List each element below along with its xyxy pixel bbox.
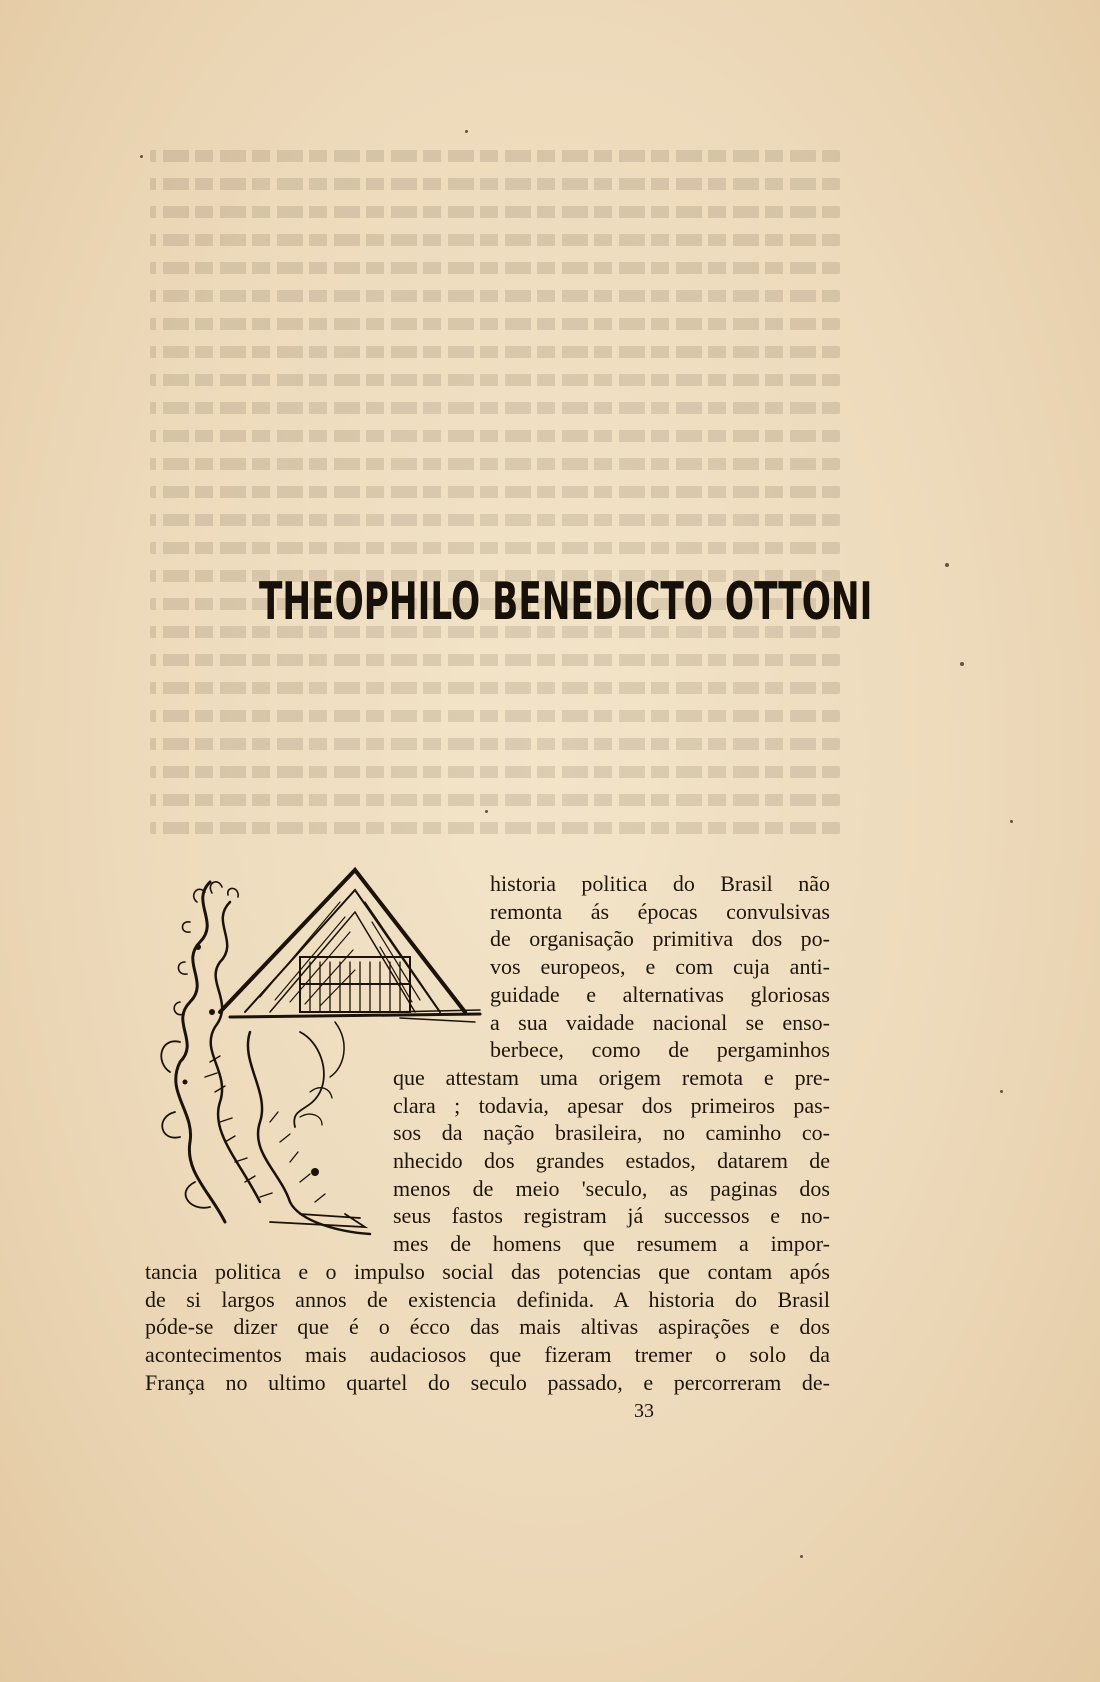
text-line: vos europeos, e com cuja anti- bbox=[490, 954, 830, 980]
text-line: mes de homens que resumem a impor- bbox=[393, 1231, 830, 1257]
text-line: historia politica do Brasil não bbox=[490, 871, 830, 896]
article-title: THEOPHILO BENEDICTO OTTONI bbox=[259, 572, 873, 632]
text-line: menos de meio 'seculo, as paginas dos bbox=[393, 1175, 830, 1201]
text-line: seus fastos registram já successos e no- bbox=[393, 1203, 830, 1229]
text-line: França no ultimo quartel do seculo passado, e percorreram de- bbox=[145, 1369, 830, 1395]
text-line: remonta ás épocas convulsivas bbox=[490, 898, 830, 924]
text-line: de si largos annos de existencia definida. A historia do Brasil bbox=[145, 1286, 830, 1312]
paper-speck bbox=[800, 1555, 803, 1558]
paper-speck bbox=[485, 810, 488, 813]
text-line: póde-se dizer que é o écco das mais altivas aspirações e dos bbox=[145, 1314, 830, 1340]
text-line: a sua vaidade nacional se enso- bbox=[490, 1009, 830, 1035]
text-line: tancia politica e o impulso social das potencias que contam após bbox=[145, 1258, 830, 1284]
text-line: acontecimentos mais audaciosos que fizeram tremer o solo da bbox=[145, 1341, 830, 1367]
article-body bbox=[145, 870, 830, 1430]
page-number: 33 bbox=[634, 1400, 654, 1422]
text-line: que attestam uma origem remota e pre- bbox=[393, 1064, 830, 1090]
bleed-through-texture bbox=[150, 150, 873, 870]
text-line: nhecido dos grandes estados, datarem de bbox=[393, 1148, 830, 1173]
text-line: clara ; todavia, apesar dos primeiros pas- bbox=[393, 1092, 830, 1118]
text-line: berbece, como de pergaminhos bbox=[490, 1037, 830, 1063]
paper-speck bbox=[465, 130, 468, 133]
text-line: de organisação primitiva dos po- bbox=[490, 926, 830, 952]
paper-speck bbox=[1000, 1090, 1003, 1093]
text-line: guidade e alternativas gloriosas bbox=[490, 981, 830, 1007]
text-line: sos da nação brasileira, no caminho co- bbox=[393, 1120, 830, 1146]
paper-speck bbox=[1010, 820, 1013, 823]
paper-speck bbox=[960, 662, 964, 666]
paper-speck bbox=[945, 563, 949, 567]
paper-speck bbox=[140, 155, 143, 158]
